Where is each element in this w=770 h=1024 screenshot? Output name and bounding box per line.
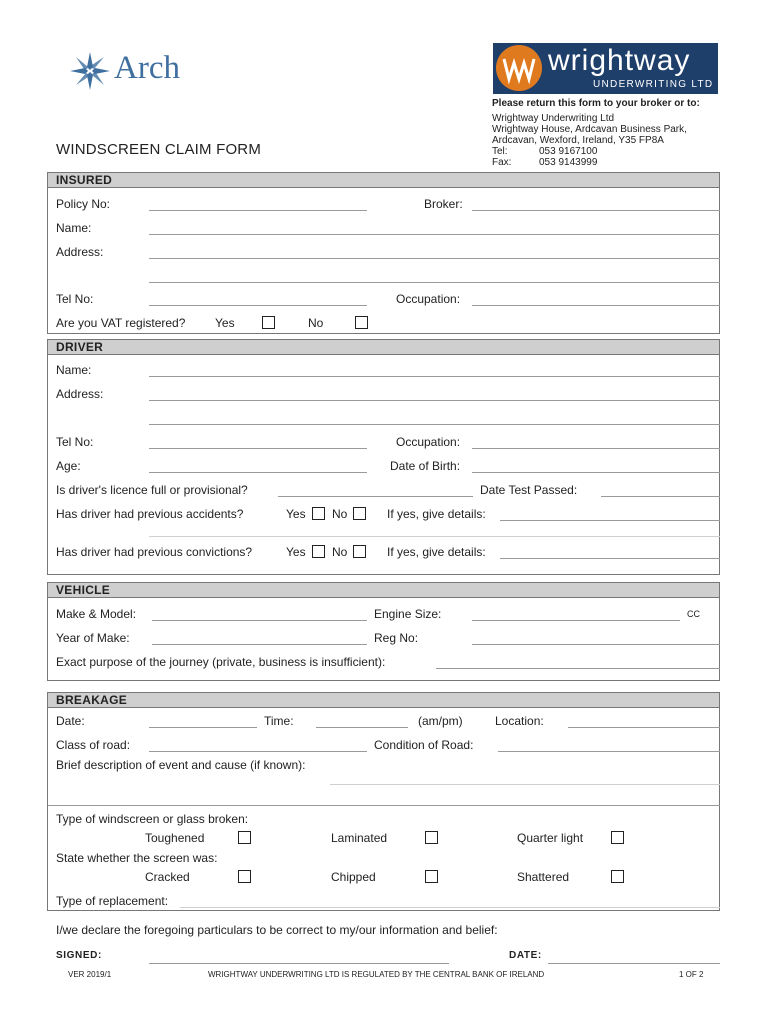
- convictions-question: Has driver had previous convictions?: [56, 545, 253, 559]
- form-title: WINDSCREEN CLAIM FORM: [56, 141, 262, 158]
- insured-occupation-field[interactable]: [472, 305, 720, 306]
- driver-age-label: Age:: [56, 459, 81, 473]
- section-vehicle-title: VEHICLE: [47, 582, 720, 598]
- insured-tel-label: Tel No:: [56, 292, 94, 306]
- accidents-details-field-2[interactable]: [149, 536, 720, 537]
- location-field[interactable]: [568, 727, 720, 728]
- make-model-label: Make & Model:: [56, 607, 137, 621]
- engine-size-field[interactable]: [472, 620, 680, 621]
- breakage-date-field[interactable]: [149, 727, 257, 728]
- fax-value: 053 9143999: [539, 157, 598, 168]
- licence-question: Is driver's licence full or provisional?: [56, 483, 248, 497]
- chipped-checkbox[interactable]: [425, 870, 438, 883]
- reg-no-label: Reg No:: [374, 631, 419, 645]
- year-make-label: Year of Make:: [56, 631, 130, 645]
- quarter-light-label: Quarter light: [517, 831, 584, 845]
- wrightway-logo: [493, 43, 718, 94]
- quarter-light-checkbox[interactable]: [611, 831, 624, 844]
- ampm-label: (am/pm): [418, 714, 463, 728]
- address-line-2: Wrightway House, Ardcavan Business Park,: [492, 124, 687, 135]
- date-label: DATE:: [509, 950, 542, 961]
- insured-address-field-1[interactable]: [149, 258, 720, 259]
- make-model-field[interactable]: [152, 620, 367, 621]
- glass-type-question: Type of windscreen or glass broken:: [56, 812, 249, 826]
- policy-no-label: Policy No:: [56, 197, 111, 211]
- declaration-text: I/we declare the foregoing particulars to be correct to my/our information and belief:: [56, 923, 498, 937]
- page-number: 1 OF 2: [679, 970, 704, 979]
- driver-address-field-2[interactable]: [149, 424, 720, 425]
- cracked-label: Cracked: [145, 870, 190, 884]
- version-text: VER 2019/1: [68, 970, 112, 979]
- fax-label: Fax:: [492, 157, 512, 168]
- section-breakage-title: BREAKAGE: [47, 692, 720, 708]
- driver-address-label: Address:: [56, 387, 104, 401]
- convictions-yes-checkbox[interactable]: [312, 545, 325, 558]
- signed-label: SIGNED:: [56, 950, 102, 961]
- broker-label: Broker:: [424, 197, 463, 211]
- driver-name-field[interactable]: [149, 376, 720, 377]
- vat-no-checkbox[interactable]: [355, 316, 368, 329]
- cc-unit: CC: [687, 609, 700, 619]
- wrightway-logo-main: wrightway: [548, 44, 691, 77]
- class-road-label: Class of road:: [56, 738, 131, 752]
- driver-tel-field[interactable]: [149, 448, 367, 449]
- vat-yes-label: Yes: [215, 316, 235, 330]
- accidents-no-label: No: [332, 507, 348, 521]
- address-line-1: Wrightway Underwriting Ltd: [492, 113, 615, 124]
- wrightway-logo-sub: UNDERWRITING LTD: [593, 79, 714, 90]
- accidents-question: Has driver had previous accidents?: [56, 507, 244, 521]
- driver-occupation-field[interactable]: [472, 448, 720, 449]
- driver-name-label: Name:: [56, 363, 92, 377]
- driver-tel-label: Tel No:: [56, 435, 94, 449]
- vat-no-label: No: [308, 316, 324, 330]
- driver-dob-field[interactable]: [472, 472, 720, 473]
- toughened-checkbox[interactable]: [238, 831, 251, 844]
- purpose-label: Exact purpose of the journey (private, business is insufficient):: [56, 655, 386, 669]
- tel-label: Tel:: [492, 146, 508, 157]
- insured-occupation-label: Occupation:: [396, 292, 461, 306]
- convictions-no-label: No: [332, 545, 348, 559]
- arch-logo-text: Arch: [114, 50, 180, 86]
- condition-road-label: Condition of Road:: [374, 738, 474, 752]
- class-road-field[interactable]: [149, 751, 367, 752]
- description-field-1[interactable]: [330, 784, 720, 785]
- section-driver: [47, 354, 720, 575]
- convictions-yes-label: Yes: [286, 545, 306, 559]
- reg-no-field[interactable]: [472, 644, 720, 645]
- driver-address-field-1[interactable]: [149, 400, 720, 401]
- arch-logo: [68, 50, 198, 92]
- convictions-details-label: If yes, give details:: [387, 545, 486, 559]
- signature-field[interactable]: [149, 963, 449, 964]
- laminated-checkbox[interactable]: [425, 831, 438, 844]
- accidents-no-checkbox[interactable]: [353, 507, 366, 520]
- breakage-time-label: Time:: [264, 714, 294, 728]
- purpose-field[interactable]: [436, 668, 720, 669]
- screen-state-question: State whether the screen was:: [56, 851, 218, 865]
- arch-star-icon: [68, 50, 112, 92]
- accidents-details-label: If yes, give details:: [387, 507, 486, 521]
- vat-question: Are you VAT registered?: [56, 316, 186, 330]
- cracked-checkbox[interactable]: [238, 870, 251, 883]
- driver-occupation-label: Occupation:: [396, 435, 461, 449]
- driver-age-field[interactable]: [149, 472, 367, 473]
- laminated-label: Laminated: [331, 831, 388, 845]
- driver-dob-label: Date of Birth:: [390, 459, 461, 473]
- section-insured-title: INSURED: [47, 172, 720, 188]
- insured-tel-field[interactable]: [149, 305, 367, 306]
- regulated-text: WRIGHTWAY UNDERWRITING LTD IS REGULATED BY THE CENTRAL BANK OF IRELAND: [208, 970, 545, 979]
- replacement-label: Type of replacement:: [56, 894, 169, 908]
- chipped-label: Chipped: [331, 870, 376, 884]
- convictions-no-checkbox[interactable]: [353, 545, 366, 558]
- accidents-yes-label: Yes: [286, 507, 306, 521]
- insured-address-field-2[interactable]: [149, 282, 720, 283]
- location-label: Location:: [495, 714, 544, 728]
- toughened-label: Toughened: [145, 831, 205, 845]
- shattered-label: Shattered: [517, 870, 570, 884]
- accidents-details-field-1[interactable]: [500, 520, 720, 521]
- date-test-field[interactable]: [601, 496, 720, 497]
- wrightway-ww-icon: [496, 45, 542, 91]
- policy-no-field[interactable]: [149, 210, 367, 211]
- tel-value: 053 9167100: [539, 146, 598, 157]
- date-test-label: Date Test Passed:: [480, 483, 578, 497]
- accidents-yes-checkbox[interactable]: [312, 507, 325, 520]
- vat-yes-checkbox[interactable]: [262, 316, 275, 329]
- licence-field[interactable]: [278, 496, 473, 497]
- replacement-field[interactable]: [180, 907, 720, 908]
- return-note: Please return this form to your broker or to:: [492, 98, 700, 109]
- breakage-time-field[interactable]: [316, 727, 408, 728]
- insured-name-label: Name:: [56, 221, 92, 235]
- date-field[interactable]: [548, 963, 720, 964]
- shattered-checkbox[interactable]: [611, 870, 624, 883]
- insured-address-label: Address:: [56, 245, 104, 259]
- description-label: Brief description of event and cause (if known):: [56, 758, 306, 772]
- breakage-date-label: Date:: [56, 714, 85, 728]
- address-line-3: Ardcavan, Wexford, Ireland, Y35 FP8A: [492, 135, 664, 146]
- breakage-divider: [48, 805, 720, 806]
- convictions-details-field[interactable]: [500, 558, 720, 559]
- broker-field[interactable]: [472, 210, 720, 211]
- year-make-field[interactable]: [152, 644, 367, 645]
- section-driver-title: DRIVER: [47, 339, 720, 355]
- insured-name-field[interactable]: [149, 234, 720, 235]
- condition-road-field[interactable]: [498, 751, 720, 752]
- engine-size-label: Engine Size:: [374, 607, 442, 621]
